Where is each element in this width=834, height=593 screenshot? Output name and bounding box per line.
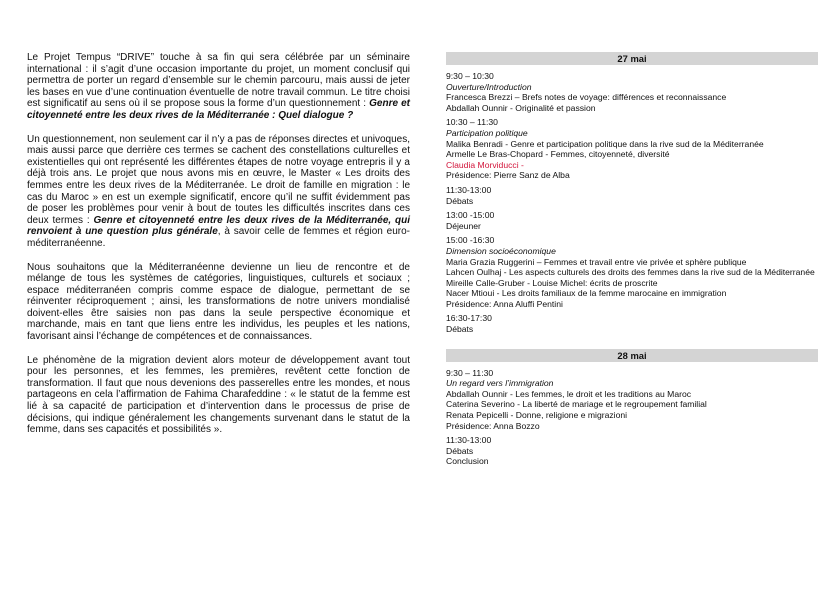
program-column (446, 52, 818, 471)
speaker-line: Francesca Brezzi – Brefs notes de voyage: différences et reconnaissance (446, 92, 727, 103)
session-time: 9:30 – 10:30 (446, 71, 494, 81)
speaker-line: Abdallah Ounnir - Les femmes, le droit et les traditions au Maroc (446, 388, 692, 399)
speaker-line: Renata Pepicelli - Donne, religione e migrazioni (446, 410, 628, 421)
session-block (446, 313, 818, 334)
speaker-line: Abdallah Ounnir - Originalité et passion (446, 102, 596, 113)
speaker-line: Maria Grazia Ruggerini – Femmes et travail entre vie privée et sphère publique (446, 256, 747, 267)
session-block (446, 235, 818, 309)
intro-paragraph-1 (27, 52, 410, 122)
session-time: 10:30 – 11:30 (446, 117, 498, 128)
speaker-line: Caterina Severino - La liberté de mariage et le regroupement familial (446, 399, 707, 410)
session-time: 16:30-17:30 (446, 313, 492, 324)
intro-paragraph-2 (27, 134, 410, 250)
session-theme: Dimension socioéconomique (446, 245, 556, 256)
session-block (446, 368, 818, 432)
session-time: 15:00 -16:30 (446, 235, 495, 246)
session-label: Déjeuner (446, 220, 481, 231)
session-label: Débats (446, 324, 474, 335)
intro-paragraph-4: Le phénomène de la migration devient alors moteur de développement avant tout pour les personnes, et les femmes, les premières, revêtent cette fonction de transformation. Il faut que nous devenions des passerelles entre les mondes, et nous partageons en cela l’affirmation de Fahima Charafeddine : « le statut de la femme est lié à sa capacité de participation et d’intervention dans le processus de prise de décisions, qui indique généralement les changements survenant dans le statut de la femme, dans ses capacités et possibilités ». (27, 354, 410, 436)
session-time: 13:00 -15:00 (446, 210, 495, 221)
day-header-27: 27 mai (446, 52, 818, 65)
speaker-line: Lahcen Oulhaj - Les aspects culturels des droits des femmes dans la rive sud de la Méditerranée (446, 267, 815, 278)
speaker-line: Mireille Calle-Gruber - Louise Michel: écrits de proscrite (446, 277, 658, 288)
intro-p2-text: Un questionnement, non seulement car il n’y a pas de réponses directes et univoques, mais aussi parce que derrière ces termes se cachent des constellations culturelles et existentielles qui ont représenté les différentes étapes de notre voyage entrepris il y a déjà trois ans. Le projet que nous avons mis en œuvre, le Master « Les droits des femmes entre les deux rives de la Méditerranée. Le droit de famille en migration : le cas du Maroc » en est un exemple significatif, encore qu’il ne suffit évidemment pas de poser les problèmes pour venir à bout de toutes les difficultés inscrites dans ces deux termes : (27, 133, 410, 226)
seminar-title: Genre et citoyenneté entre les deux rives de la Méditerranée : Quel dialogue ? (27, 98, 410, 121)
session-theme: Ouverture/Introduction (446, 81, 532, 92)
intro-p2-end: , à savoir celle de femmes et région euro-méditerranéenne. (27, 226, 410, 249)
day-header-28: 28 mai (446, 349, 818, 362)
session-theme: Un regard vers l’immigration (446, 378, 554, 389)
chair-line: Présidence: Anna Bozzo (446, 420, 540, 431)
session-block (446, 210, 818, 231)
session-block (446, 435, 818, 467)
session-time: 11:30-13:00 (446, 435, 492, 446)
session-time: 9:30 – 11:30 (446, 367, 494, 378)
speaker-line-highlighted: Claudia Morviducci - (446, 159, 524, 170)
session-block (446, 71, 818, 113)
chair-line: Présidence: Pierre Sanz de Alba (446, 170, 570, 181)
session-block (446, 185, 818, 206)
intro-column (27, 52, 410, 448)
intro-p1-text: Le Projet Tempus “DRIVE” touche à sa fin qui sera célébrée par un séminaire international : il s’agit d’une occasion importante du projet, un moment conclusif qui permettra de porter un regard d’ensemble sur le chemin parcouru, mais aussi de jeter les bases en vue d’une continuation éventuelle de notre travail commun. Le titre choisi est significatif au sens où il se propose sous la forme d’un questionnement : (27, 52, 410, 110)
session-label: Conclusion (446, 456, 489, 467)
intro-paragraph-3: Nous souhaitons que la Méditerranéenne devienne un lieu de rencontre et de mélange de tous les systèmes de catégories, linguistiques, culturels et sociaux ; espace méditerranéen compris comme espace de dialogue, permettant de se réinventer réciproquement ; ainsi, les transformations de notre univers mondialisé doivent-elles être saisies non pas dans la seule perspective économique et marchande, mais en tant que liens entre les individus, les peuples et les nations, favorisant ainsi l’échange de compétences et de connaissances. (27, 261, 410, 343)
session-block (446, 117, 818, 181)
speaker-line: Armelle Le Bras-Chopard - Femmes, citoyenneté, diversité (446, 149, 670, 160)
intro-p2-emphasis: Genre et citoyenneté entre les deux rives de la Méditerranée, qui renvoient à une question plus générale (27, 214, 410, 238)
session-label: Débats (446, 195, 474, 206)
chair-line: Présidence: Anna Aluffi Pentini (446, 298, 563, 309)
speaker-line: Nacer Mtioui - Les droits familiaux de la femme marocaine en immigration (446, 288, 727, 299)
session-theme: Participation politique (446, 127, 528, 138)
session-time: 11:30-13:00 (446, 184, 492, 195)
speaker-line: Malika Benradi - Genre et participation politique dans la rive sud de la Méditerranée (446, 138, 764, 149)
session-label: Débats (446, 445, 474, 456)
